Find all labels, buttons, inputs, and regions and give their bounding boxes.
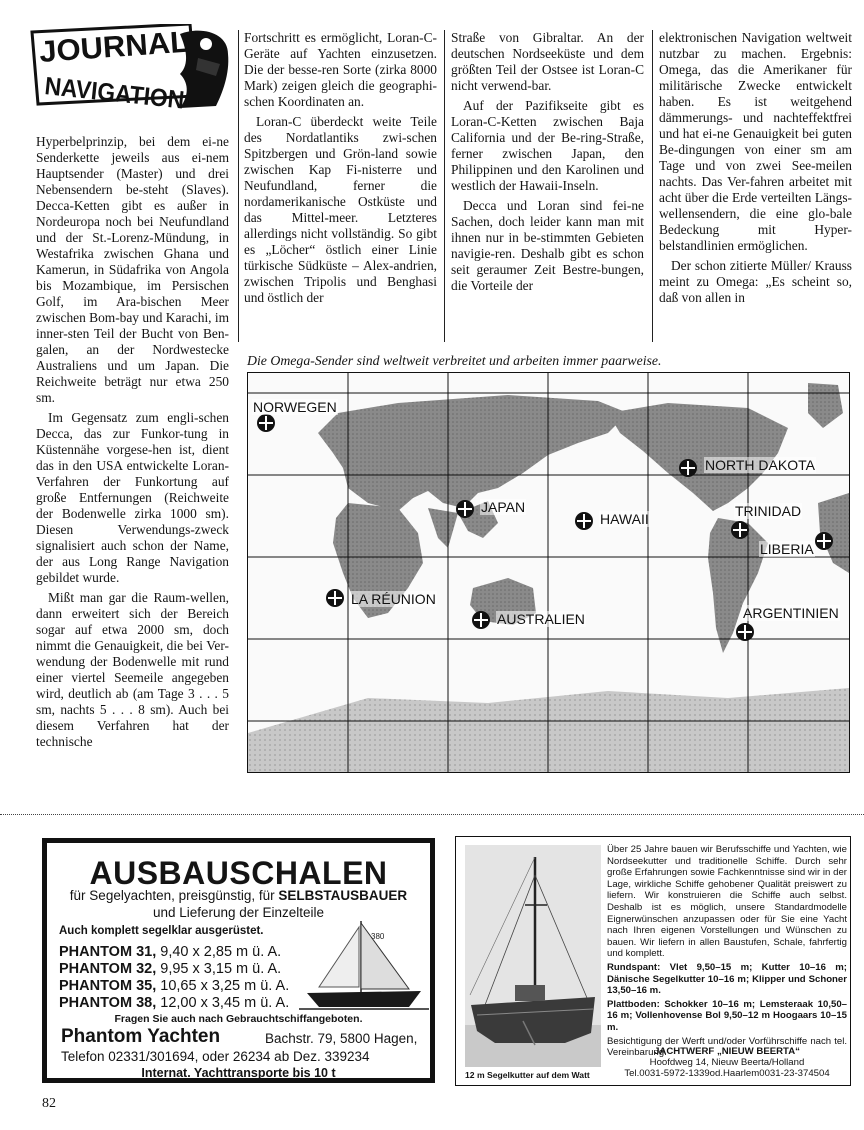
column-rule (652, 30, 653, 342)
station-marker-trinidad (731, 521, 749, 539)
firm-name: JACHTWERF „NIEUW BEERTA“ (654, 1046, 800, 1057)
model-dims: 12,00 x 3,45 m ü. A. (160, 995, 290, 1011)
station-label-norwegen: NORWEGEN (253, 399, 337, 415)
map-caption: Die Omega-Sender sind weltweit verbreitet und arbeiten immer paarweise. (247, 353, 662, 368)
paragraph: Der schon zitierte Müller/ Krauss meint zu Omega: „Es scheint so, daß von allen in (659, 258, 852, 305)
model-name: PHANTOM 38, (59, 995, 157, 1011)
model-dims: 9,95 x 3,15 m ü. A. (160, 961, 282, 977)
photo-caption: 12 m Segelkutter auf dem Watt (465, 1070, 590, 1080)
ad-subheadline-bold: SELBSTAUSBAUER (278, 888, 408, 903)
logo-line-2: NAVIGATION (43, 72, 199, 110)
paragraph: Fortschritt es ermöglicht, Loran-C-Geräte auf Yachten einzusetzen. Die der besse-ren Sorte (zirka 8000 Mark) zeigen gleich die geographi-schen Koordinaten an. (244, 30, 437, 109)
journal-navigation-logo (30, 24, 230, 110)
ad-used-boats: Fragen Sie auch nach Gebrauchtschiffangeboten. (114, 1013, 363, 1025)
paragraph: Hyperbelprinzip, bei dem ei-ne Senderkette jeweils aus ei-nem Hauptsender (Master) und drei Nebensendern be-steht (Slaves). Decca-Ketten gibt es außer in Nordeuropa noch bei Neufundland und der St.-Lorenz-Mündung, in Westafrika zwischen Ghana und Kamerun, in Südafrika von Angola bis Mozambique, im Persischen Golf, im Ara-bischen Meer zwischen Bom-bay und Karachi, im inner-sten Teil der Bucht von Ben-galen, an der Nordwestecke Australiens und um Japan. Die Reichweite beträgt nur etwa 250 sm. (36, 134, 229, 405)
station-label-argentinien: ARGENTINIEN (743, 605, 839, 621)
advertisement-nieuw-beerta (455, 836, 851, 1086)
boat-photo (465, 845, 601, 1067)
station-marker-japan (456, 500, 474, 518)
station-label-liberia: LIBERIA (760, 541, 814, 557)
advertisement-phantom-yachten (42, 838, 435, 1083)
model-line (59, 995, 289, 1012)
model-dims: 9,40 x 2,85 m ü. A. (160, 944, 282, 960)
ad-subheadline-text: für Segelyachten, preisgünstig, für (69, 888, 279, 903)
europe-asia (318, 395, 628, 511)
model-name: PHANTOM 32, (59, 961, 157, 977)
station-marker-hawaii (575, 512, 593, 530)
station-marker-north-dakota (679, 459, 697, 477)
paragraph: Loran-C überdeckt weite Teile des Nordatlantiks zwi-schen Spitzbergen und Grön-land sowie zwischen Kap Fi-nisterre und Neufundland, ferner die nordamerikanische Ostküste und das Mittel-meer. Letzteres allerdings nicht vollständig. So gibt es „Löcher“ östlich einer Linie türkische Südküste – Alex-andrien, zwischen Tripolis und Benghasi und östlich der (244, 114, 437, 305)
india (428, 508, 458, 548)
ad-address: Bachstr. 79, 5800 Hagen, (265, 1031, 418, 1046)
logo-line-1: JOURNAL (38, 25, 186, 69)
model-line (59, 961, 281, 978)
model-name: PHANTOM 35, (59, 978, 157, 994)
ad-complete-note: Auch komplett segelklar ausgerüstet. (59, 925, 264, 937)
model-line (59, 978, 289, 995)
station-label-la-reunion: LA RÉUNION (351, 591, 436, 607)
station-marker-australien (472, 611, 490, 629)
station-label-japan: JAPAN (481, 499, 526, 515)
page-separator (0, 814, 864, 815)
station-marker-norwegen (257, 414, 275, 432)
model-line (59, 944, 281, 961)
station-marker-liberia (815, 532, 833, 550)
page-number: 82 (42, 1096, 56, 1111)
model-name: PHANTOM 31, (59, 944, 157, 960)
ad-intro: Über 25 Jahre bauen wir Berufsschiffe und Yachten, wie Nordseekutter und traditionelle Schiffe. Durch sehr große Erfahrungen sowie Fachkenntnisse sind wir in der Lage, wirkliche Schiffe gehobener Qualität preiswert zu liefern. Wir konstruieren die Schiffe auch selbst. Deshalb ist es möglich, unsere Standardmodelle Eignerwünschen anzupassen oder für Sie eine Yacht nach Ihren eigenen Vorstellungen und Wünschen zu bauen. Wir liefern in allen Baustufen, Schale, fahrfertig und komplett. (607, 844, 847, 960)
ad-headline: AUSBAUSCHALEN (89, 855, 388, 891)
station-label-australien: AUSTRALIEN (497, 611, 585, 627)
article-column-4 (659, 30, 852, 310)
station-label-trinidad: TRINIDAD (735, 503, 802, 519)
ad-subheadline-line2: und Lieferung der Einzelteile (152, 905, 325, 920)
ad-phone: Telefon 02331/301694, oder 26234 ab Dez. 339234 (61, 1049, 370, 1064)
paragraph: Straße von Gibraltar. An der deutschen Nordseeküste und dem größten Teil der Ostsee ist Loran-C nicht verwend-bar. (451, 30, 644, 93)
sailboat-illustration (299, 913, 429, 1013)
ad-rundspant: Rundspant: Vlet 9,50–15 m; Kutter 10–16 m; Dänische Segelkutter 10–16 m; Klipper und Schoner 13,50–16 m. (607, 961, 847, 997)
ad-plattboden: Plattboden: Schokker 10–16 m; Lemsteraak 10,50–16 m; Vollenhovense Bol 9,50–12 m Hoogaars 10–15 m. (607, 998, 847, 1033)
paragraph: Decca und Loran sind fei-ne Sachen, doch leider kann man mit ihnen nur in be-stimmten Gebieten navigie-ren. Deshalb gibt es schon seit geraumer Zeit Bestre-bungen, die Vorteile der (451, 198, 644, 293)
ad-company-name: Phantom Yachten (61, 1026, 221, 1047)
sail-number: 380 (371, 932, 385, 941)
column-rule (444, 30, 445, 342)
paragraph: Mißt man gar die Raum-wellen, dann erweitert sich der Bereich sogar auf etwa 2000 sm, doch nimmt die Genauigkeit, die bei Ver-wendung der Bodenwelle mit rund einer viertel Seemeile angegeben wird, deutlich ab (am Tage 3 . . . 5 sm, nachts 5 . . . 8 sm). Auch bei diesem Verfahren hat der technische (36, 590, 229, 749)
paragraph: Auf der Pazifikseite gibt es Loran-C-Ketten zwischen Baja California und der Be-ring-Straße, ferner zwischen Japan, den Philippinen und den Karolinen und westlich der Hawaii-Inseln. (451, 98, 644, 193)
paragraph: Im Gegensatz zum engli-schen Decca, das zur Funkor-tung in Küstennähe vorgese-hen ist, dient das in den USA entwickelte Loran-Verfahren der Funkortung auf große Entfernungen (Reichweite der Bodenwelle zirka 1000 sm). Diesen Verwendungs-zweck signalisiert auch schon der Name, der aus Long Range Navigation gebildet wurde. (36, 410, 229, 585)
station-marker-la-reunion (326, 589, 344, 607)
omega-world-map (247, 372, 850, 773)
article-column-2 (244, 30, 437, 310)
firm-address: Hoofdweg 14, Nieuw Beerta/Holland (649, 1057, 805, 1069)
column-rule (238, 30, 239, 342)
article-column-1 (36, 134, 229, 754)
paragraph: elektronischen Navigation weltweit nutzbar zu machen. Ergebnis: Omega, das die Amerikaner für militärische Zwecke entwickelt haben. Es ist weitgehend dämmerungs- und nachteffektfrei und hat ei-ne Genauigkeit bei guten Be-dingungen von einer sm am Tage und von zwei See-meilen nachts. Das Ver-fahren arbeitet mit acht über die Erde verteilten Längs-wellensendern, die eine glo-bale Bedeckung mit Hyper-belstandlinien ermöglichen. (659, 30, 852, 253)
station-label-north-dakota: NORTH DAKOTA (705, 457, 815, 473)
ad-transport: Internat. Yachttransporte bis 10 t (141, 1066, 336, 1080)
ad-firm-block (607, 1046, 847, 1080)
article-column-3 (451, 30, 644, 298)
model-dims: 10,65 x 3,25 m ü. A. (160, 978, 290, 994)
ad-body-text (607, 844, 847, 1061)
firm-phone: Tel.0031-5972-1339od.Haarlem0031-23-374504 (624, 1068, 830, 1080)
ad-visit: Besichtigung der Werft und/oder Vorführschiffe nach tel. Vereinbarung. (607, 1035, 847, 1059)
station-marker-argentinien (736, 623, 754, 641)
station-label-hawaii: HAWAII (600, 511, 649, 527)
greenland (808, 383, 843, 428)
